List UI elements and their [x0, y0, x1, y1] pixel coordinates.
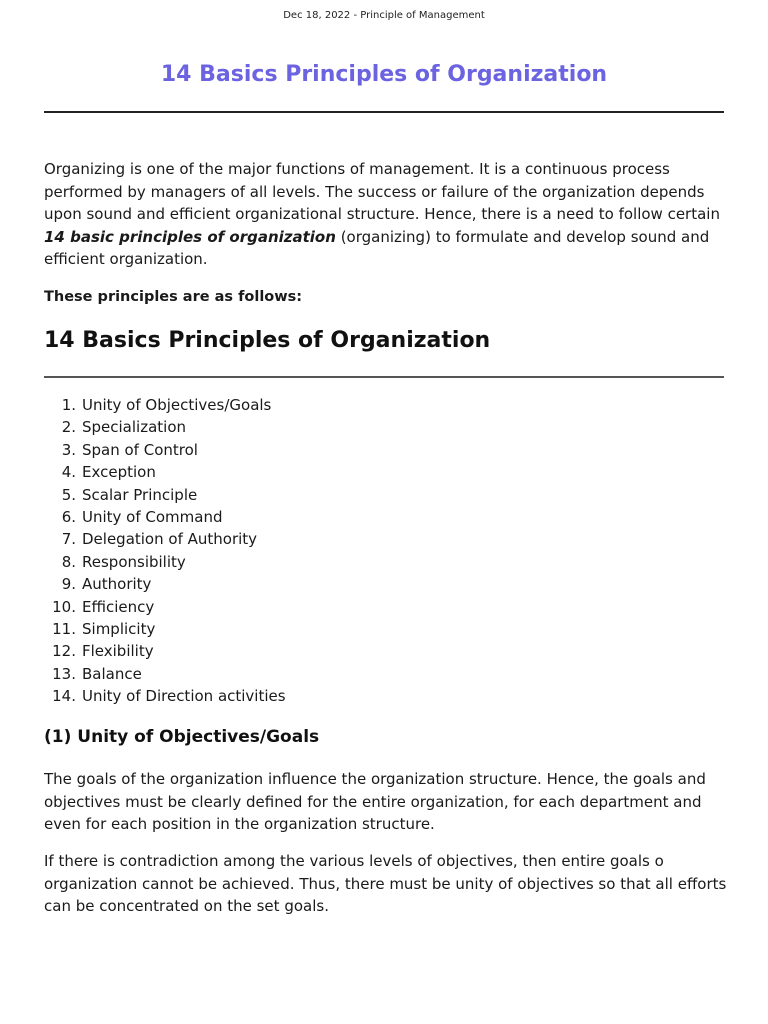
list-item-label: Flexibility	[82, 642, 154, 661]
list-item	[44, 685, 644, 707]
intro-text-after: (organizing) to formulate and develop sound and efficient organization.	[44, 227, 710, 268]
list-item-label: Balance	[82, 664, 142, 683]
intro-paragraph	[44, 158, 728, 271]
list-item-label: Scalar Principle	[82, 485, 198, 504]
list-item-number: 5.	[61, 485, 76, 504]
list-item	[44, 640, 644, 662]
list-item-label: Unity of Direction activities	[82, 687, 286, 706]
list-item-label: Unity of Objectives/Goals	[82, 396, 272, 414]
list-item-label: Authority	[82, 575, 152, 594]
list-item	[44, 573, 644, 595]
list-item-number: 4.	[61, 463, 76, 482]
list-item-label: Unity of Command	[82, 507, 223, 526]
list-item-number: 7.	[61, 530, 76, 549]
list-item	[44, 663, 644, 685]
list-item-label: Delegation of Authority	[82, 530, 258, 549]
list-item-number: 11.	[52, 619, 76, 638]
title-divider	[44, 111, 724, 113]
list-item	[44, 484, 644, 506]
body-paragraph-1: The goals of the organization influence the organization structure. Hence, the goals and objectives must be clearly defined for the entire organization, for each department and even for each position in the organization structure.	[44, 770, 706, 833]
list-item-number: 1.	[61, 396, 76, 414]
list-item	[44, 618, 644, 640]
follows-label: These principles are as follows:	[44, 289, 303, 305]
list-item-label: Simplicity	[82, 619, 156, 638]
list-item-number: 10.	[52, 597, 76, 616]
list-item-number: 9.	[61, 575, 76, 594]
list-item-number: 6.	[61, 507, 76, 526]
list-item-number: 14.	[52, 687, 76, 706]
header-meta: Dec 18, 2022 - Principle of Management	[283, 10, 485, 21]
principles-list	[44, 394, 644, 707]
list-item-number: 12.	[52, 642, 76, 661]
list-item	[44, 551, 644, 573]
list-item	[44, 528, 644, 550]
intro-emphasis: 14 basic principles of organization	[44, 227, 336, 246]
list-item	[44, 506, 644, 528]
list-item-label: Exception	[82, 463, 156, 482]
list-item-label: Specialization	[82, 418, 187, 437]
intro-text-before: Organizing is one of the major functions of management. It is a continuous process performed by managers of all levels. The success or failure of the organization depends upon sound and efficient organizational structure. Hence, there is a need to follow certain	[44, 160, 720, 223]
subsection-title: (1) Unity of Objectives/Goals	[44, 727, 320, 747]
list-item-label: Span of Control	[82, 440, 198, 459]
list-item-number: 3.	[61, 440, 76, 459]
list-item	[44, 596, 644, 618]
body-paragraph-2: If there is contradiction among the various levels of objectives, then entire goals o organization cannot be achieved. Thus, there must be unity of objectives so that all efforts can be concentrated on the set goals.	[44, 852, 727, 915]
list-item	[44, 416, 644, 438]
list-item	[44, 461, 644, 483]
section-divider	[44, 376, 724, 378]
list-item-number: 2.	[61, 418, 76, 437]
list-item	[44, 394, 644, 416]
list-item-label: Efficiency	[82, 597, 155, 616]
list-item	[44, 439, 644, 461]
list-item-number: 8.	[61, 552, 76, 571]
list-item-label: Responsibility	[82, 552, 186, 571]
document-title: 14 Basics Principles of Organization	[160, 62, 608, 87]
list-item-number: 13.	[52, 664, 76, 683]
section-title: 14 Basics Principles of Organization	[44, 328, 491, 353]
